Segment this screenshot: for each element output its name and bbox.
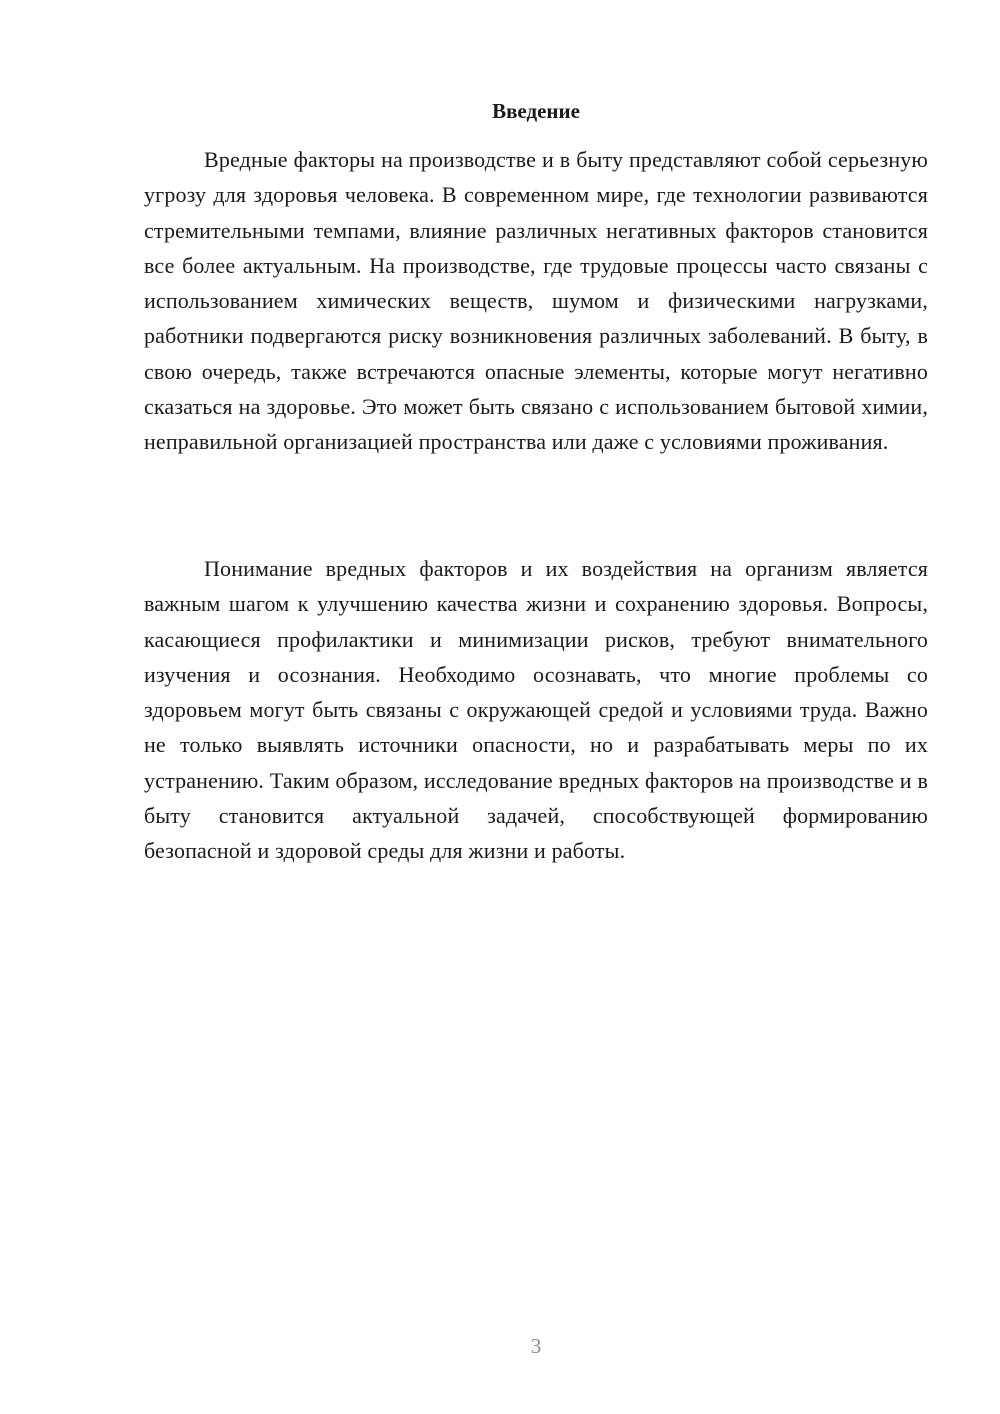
paragraph-2: Понимание вредных факторов и их воздействия на организм является важным шагом к улучшению качества жизни и сохранению здоровья. Вопросы, касающиеся профилактики и минимизации рисков, требуют внимательного изучения и осознания. Необходимо осознавать, что многие проблемы со здоровьем могут быть связаны с окружающей средой и условиями труда. Важно не только выявлять источники опасности, но и разрабатывать меры по их устранению. Таким образом, исследование вредных факторов на производстве и в быту становится актуальной задачей, способствующей формированию безопасной и здоровой среды для жизни и работы.	[144, 556, 928, 864]
paragraph-1: Вредные факторы на производстве и в быту представляют собой серьезную угрозу для здоровья человека. В современном мире, где технологии развиваются стремительными темпами, влияние различных негативных факторов становится все более актуальным. На производстве, где трудовые процессы часто связаны с использованием химических веществ, шумом и физическими нагрузками, работники подвергаются риску возникновения различных заболеваний. В быту, в свою очередь, также встречаются опасные элементы, которые могут негативно сказаться на здоровье. Это может быть связано с использованием бытовой химии, неправильной организацией пространства или даже с условиями проживания.	[144, 147, 928, 455]
section-heading: Введение	[492, 99, 580, 123]
page-number: 3	[530, 1334, 542, 1358]
